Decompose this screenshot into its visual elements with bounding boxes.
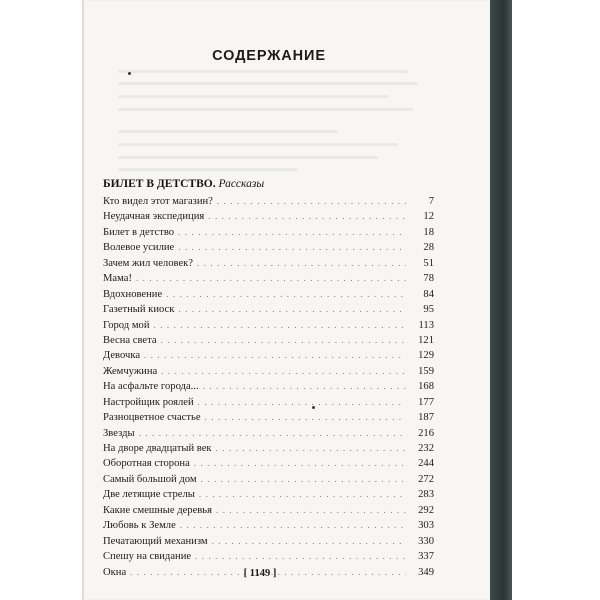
toc-entry: [103, 256, 434, 271]
toc-entry-page: 28: [423, 242, 434, 254]
dot-leader: [154, 318, 407, 333]
dot-leader: [136, 271, 406, 286]
toc-entry: [103, 225, 434, 240]
toc-entry-title: Самый большой дом: [103, 473, 197, 485]
toc-entry-page: 337: [418, 551, 434, 563]
dot-leader: [161, 364, 406, 379]
toc-entry-title: Неудачная экспедиция: [103, 211, 205, 223]
toc-entry-page: 283: [418, 489, 434, 501]
dot-leader: [205, 410, 406, 425]
dot-leader: [178, 240, 406, 255]
toc-entry-page: 349: [418, 566, 434, 578]
toc-entry-page: 244: [418, 458, 434, 470]
dot-leader: [178, 225, 406, 240]
toc-entry-page: 159: [418, 365, 434, 377]
toc-entry-title: Разноцветное счастье: [103, 412, 201, 424]
toc-entry-page: 51: [423, 257, 434, 269]
page-number: [84, 568, 436, 579]
toc-entry: [103, 410, 434, 425]
toc-entry: [103, 472, 434, 487]
toc-entry-page: 292: [418, 504, 434, 516]
toc-entry: [103, 271, 434, 286]
toc-entry-title: Оборотная сторона: [103, 458, 190, 470]
dot-leader: [208, 209, 406, 224]
dot-leader: [195, 549, 406, 564]
toc-entry: [103, 194, 434, 209]
toc-entry-page: 177: [418, 396, 434, 408]
dot-leader: [144, 348, 406, 363]
toc-entry-page: 129: [418, 350, 434, 362]
toc-entry-title: На дворе двадцатый век: [103, 443, 212, 454]
folio-number: 1149: [249, 568, 271, 579]
dot-leader: [212, 534, 406, 549]
toc-entry-title: Кто видел этот магазин?: [103, 196, 213, 207]
toc-entry-title: Город мой: [103, 319, 150, 331]
dot-leader: [166, 287, 406, 302]
toc-entry: [103, 348, 434, 363]
toc-entry-page: 78: [423, 273, 434, 285]
dot-leader: [201, 472, 406, 487]
page-heading: СОДЕРЖАНИЕ: [212, 48, 326, 64]
dot-leader: [203, 379, 406, 394]
toc-entry-page: 272: [418, 473, 434, 485]
folio-bracket-right: ]: [272, 568, 277, 579]
section-title-caps: БИЛЕТ В ДЕТСТВО.: [103, 178, 216, 190]
folio-bracket-left: [: [243, 568, 248, 579]
toc-entry: [103, 333, 434, 348]
toc-entry-page: 113: [418, 319, 434, 331]
toc-entry-page: 84: [423, 288, 434, 300]
toc-entry-title: Печатающий механизм: [103, 535, 208, 547]
toc-entry-title: Окна: [103, 566, 127, 578]
toc-entry: [103, 487, 434, 502]
toc-entry: [103, 456, 434, 471]
toc-entry-page: 187: [418, 412, 434, 424]
toc-entry: [103, 395, 434, 410]
toc-entry: [103, 441, 434, 456]
toc-entry: [103, 318, 434, 333]
toc-entry-title: Любовь к Земле: [103, 520, 176, 532]
toc-entry: [103, 287, 434, 302]
toc-entry-title: Спешу на свидание: [103, 551, 192, 563]
toc-entry-page: 95: [423, 304, 434, 316]
toc-entry-title: Какие смешные деревья: [103, 504, 212, 516]
toc-entry: [103, 364, 434, 379]
toc-entry: [103, 209, 434, 224]
toc-entry-title: На асфальте города...: [103, 381, 199, 393]
toc-entry-page: 121: [418, 334, 434, 346]
toc-entry: [103, 518, 434, 533]
table-of-contents: [103, 194, 434, 580]
toc-entry-title: Мама!: [103, 273, 132, 285]
book-cover-edge: [490, 0, 512, 600]
toc-entry-title: Зачем жил человек?: [103, 257, 193, 269]
toc-entry-page: 232: [418, 443, 434, 454]
section-subtitle: Рассказы: [218, 178, 265, 190]
ink-speck: [128, 72, 131, 75]
toc-entry-title: Девочка: [103, 350, 141, 362]
toc-entry-title: Весна света: [103, 334, 157, 346]
dot-leader: [139, 426, 406, 441]
toc-entry: [103, 302, 434, 317]
toc-entry: [103, 426, 434, 441]
toc-entry-title: Две летящие стрелы: [103, 489, 195, 501]
toc-entry: [103, 534, 434, 549]
dot-leader: [216, 503, 406, 518]
toc-entry-page: 216: [418, 427, 434, 439]
toc-entry-page: 7: [428, 196, 434, 207]
toc-entry-title: Волевое усилие: [103, 242, 175, 254]
dot-leader: [178, 302, 406, 317]
dot-leader: [194, 456, 406, 471]
book-page: [84, 0, 504, 600]
toc-entry-title: Жемчужина: [103, 365, 158, 377]
toc-entry-page: 303: [418, 520, 434, 532]
toc-entry-title: Звезды: [103, 427, 135, 439]
dot-leader: [180, 518, 406, 533]
toc-entry: [103, 240, 434, 255]
dot-leader: [161, 333, 406, 348]
toc-entry: [103, 549, 434, 564]
toc-entry-page: 330: [418, 535, 434, 547]
toc-entry-page: 12: [423, 211, 434, 223]
toc-entry-title: Газетный киоск: [103, 304, 175, 316]
dot-leader: [217, 194, 406, 209]
dot-leader: [199, 487, 406, 502]
toc-entry-page: 18: [423, 226, 434, 238]
toc-entry: [103, 503, 434, 518]
toc-entry: [103, 379, 434, 394]
dot-leader: [197, 256, 406, 271]
toc-entry-title: Вдохновение: [103, 288, 163, 300]
toc-entry-title: Настройщик роялей: [103, 396, 194, 408]
toc-entry-page: 168: [418, 381, 434, 393]
toc-entry-title: Билет в детство: [103, 226, 175, 238]
dot-leader: [198, 395, 406, 410]
section-title: [103, 178, 503, 190]
dot-leader: [216, 441, 406, 456]
